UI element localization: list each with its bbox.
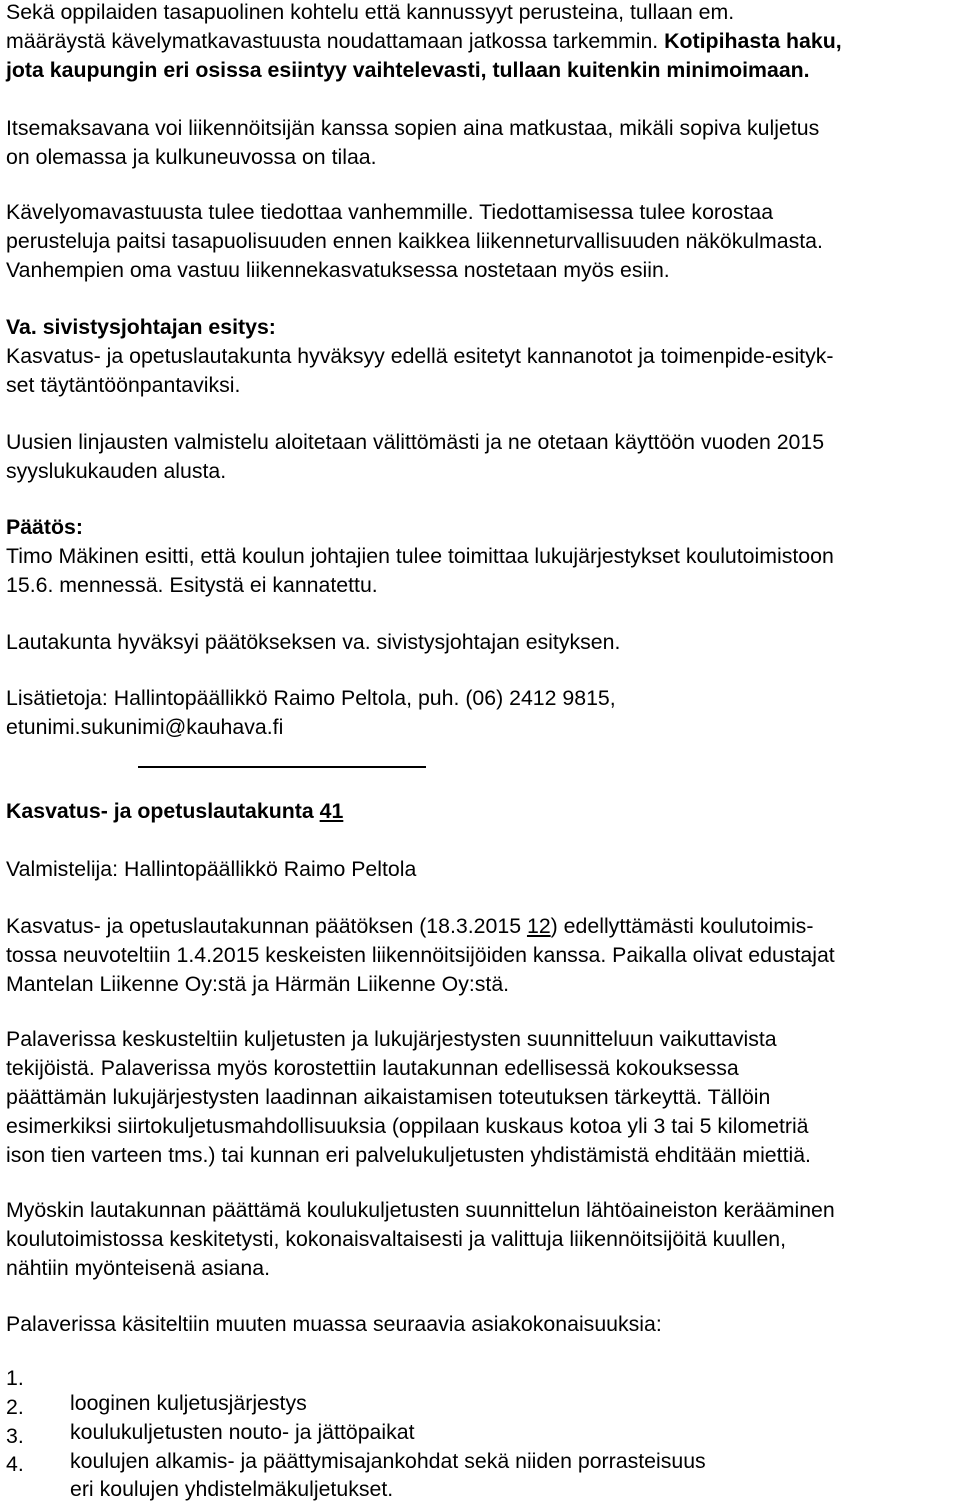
contact-email: etunimi.sukunimi@kauhava.fi xyxy=(6,715,284,739)
paragraph-4-line-1: Kasvatus- ja opetuslautakunta hyväksyy edellä esitetyt kannanotot ja toimenpide-esityk- xyxy=(6,344,834,368)
paragraph-9-line-2: tossa neuvoteltiin 1.4.2015 keskeisten liikennöitsijöiden kanssa. Paikalla olivat edustajat xyxy=(6,943,835,967)
paragraph-10-line-2: tekijöistä. Palaverissa myös korostettiin lautakunnan edellisessä kokouksessa xyxy=(6,1056,739,1080)
paragraph-11-line-1: Myöskin lautakunnan päättämä koulukuljetusten suunnittelun lähtöaineiston kerääminen xyxy=(6,1198,835,1222)
paragraph-9-line-1 xyxy=(6,914,813,939)
paragraph-3-line-3: Vanhempien oma vastuu liikennekasvatuksessa nostetaan myös esiin. xyxy=(6,258,670,282)
section-title xyxy=(6,799,343,824)
decision-reference: 12 xyxy=(526,914,551,938)
list-item-number: 3. xyxy=(6,1424,24,1448)
paragraph-8-line-1: Lisätietoja: Hallintopäällikkö Raimo Peltola, puh. (06) 2412 9815, xyxy=(6,686,616,710)
paragraph-9-line-3: Mantelan Liikenne Oy:stä ja Härmän Liikenne Oy:stä. xyxy=(6,972,510,996)
paragraph-12: Palaverissa käsiteltiin muuten muassa seuraavia asiakokonaisuuksia: xyxy=(6,1312,662,1336)
paragraph-10-line-3: päättämän lukujärjestysten laadinnan aikaistamisen toteutuksen tärkeyttä. Tällöin xyxy=(6,1085,771,1109)
list-item-text: eri koulujen yhdistelmäkuljetukset. xyxy=(70,1477,394,1501)
list-item-text: koulukuljetusten nouto- ja jättöpaikat xyxy=(70,1420,415,1444)
list-item xyxy=(0,1341,960,1415)
decision-heading: Päätös: xyxy=(6,515,83,539)
paragraph-3-line-1: Kävelyomavastuusta tulee tiedottaa vanhemmille. Tiedottamisessa tulee korostaa xyxy=(6,200,774,224)
paragraph-4-line-2: set täytäntöönpantaviksi. xyxy=(6,373,241,397)
paragraph-2-line-1: Itsemaksavana voi liikennöitsijän kanssa sopien aina matkustaa, mikäli sopiva kuljetus xyxy=(6,116,820,140)
paragraph-7: Lautakunta hyväksyi päätökseksen va. sivistysjohtajan esityksen. xyxy=(6,630,621,654)
paragraph-11-line-2: koulutoimistossa keskitetysti, kokonaisvaltaisesti ja valittuja liikennöitsijöitä kuullen, xyxy=(6,1227,787,1251)
paragraph-1-line-2: määräystä kävelymatkavastuusta noudattamaan jatkossa tarkemmin. Kotipihasta haku, xyxy=(6,29,842,53)
paragraph-11-line-3: nähtiin myönteisenä asiana. xyxy=(6,1256,271,1280)
preparer: Valmistelija: Hallintopäällikkö Raimo Peltola xyxy=(6,857,417,881)
paragraph-10-line-5: ison tien varteen tms.) tai kunnan eri palvelukuljetusten yhdistämistä ehditään miettiä. xyxy=(6,1143,811,1167)
paragraph-5-line-1: Uusien linjausten valmistelu aloitetaan välittömästi ja ne otetaan käyttöön vuoden 2015 xyxy=(6,430,825,454)
paragraph-5-line-2: syyslukukauden alusta. xyxy=(6,459,227,483)
paragraph-3-line-2: perusteluja paitsi tasapuolisuuden ennen kaikkea liikenneturvallisuuden näkökulmasta. xyxy=(6,229,823,253)
paragraph-1-line-3: jota kaupungin eri osissa esiintyy vaihtelevasti, tullaan kuitenkin minimoimaan. xyxy=(6,58,810,82)
paragraph-6-line-1: Timo Mäkinen esitti, että koulun johtajien tulee toimittaa lukujärjestykset koulutoimistoon xyxy=(6,544,834,568)
paragraph-9-prefix: Kasvatus- ja opetuslautakunnan päätöksen (18.3.2015 xyxy=(6,914,527,938)
list-item-number: 2. xyxy=(6,1395,24,1419)
paragraph-10-line-1: Palaverissa keskusteltiin kuljetusten ja lukujärjestysten suunnitteluun vaikuttavista xyxy=(6,1027,777,1051)
proposal-heading: Va. sivistysjohtajan esitys: xyxy=(6,315,276,339)
list-item-text: looginen kuljetusjärjestys xyxy=(70,1391,307,1415)
paragraph-10-line-4: esimerkiksi siirtokuljetusmahdollisuuksia (oppilaan kuskaus kotoa yli 3 tai 5 kilometriä xyxy=(6,1114,809,1138)
list-item-number: 1. xyxy=(6,1366,24,1390)
list-item-number: 4. xyxy=(6,1452,24,1476)
paragraph-6-line-2: 15.6. mennessä. Esitystä ei kannatettu. xyxy=(6,573,378,597)
paragraph-1-line-1: Sekä oppilaiden tasapuolinen kohtelu että kannussyyt perusteina, tullaan em. xyxy=(6,0,735,24)
section-divider xyxy=(138,766,426,768)
paragraph-2-line-2: on olemassa ja kulkuneuvossa on tilaa. xyxy=(6,145,377,169)
list-item-text: koulujen alkamis- ja päättymisajankohdat sekä niiden porrasteisuus xyxy=(70,1449,706,1473)
paragraph-9-suffix: ) edellyttämästi koulutoimis- xyxy=(550,914,814,938)
section-title-text: Kasvatus- ja opetuslautakunta xyxy=(6,799,320,823)
section-number: 41 xyxy=(319,799,344,823)
